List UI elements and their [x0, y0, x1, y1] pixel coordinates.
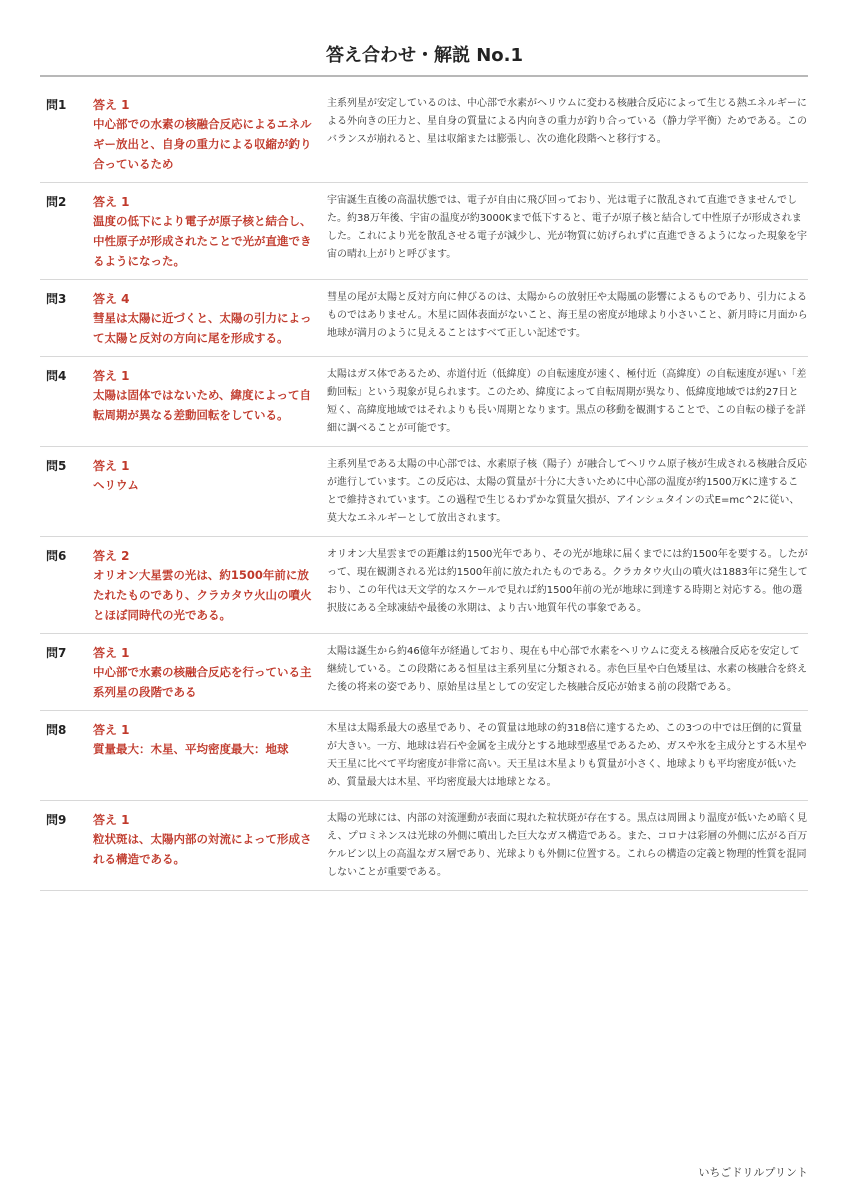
explanation-text: 主系列星である太陽の中心部では、水素原子核（陽子）が融合してヘリウム原子核が生成される核融合反応が進行しています。この反応は、太陽の質量が十分に大きいために中心部の温度が約1500万Kに達することで維持されています。この過程で生じるわずかな質量欠損が、アインシュタインの式E=mc^2に従い、莫大なエネルギーとして放出されます。 [327, 459, 807, 524]
footer-brand: いちごドリルプリント [698, 1166, 808, 1179]
answer-text: 粒状斑は、太陽内部の対流によって形成される構造である。 [93, 832, 312, 866]
explanation-text: 木星は太陽系最大の惑星であり、その質量は地球の約318倍に達するため、この3つの中では圧倒的に質量が大きい。一方、地球は岩石や金属を主成分とする地球型惑星であるため、ガスや氷を主成分とする木星や天王星に比べて平均密度が非常に高い。天王星は木星よりも質量が小さく、地球よりも平均密度が低いため、質量最大は木星、平均密度最大は地球となる。 [327, 723, 807, 788]
explanation-text: 太陽は誕生から約46億年が経過しており、現在も中心部で水素をヘリウムに変える核融合反応を安定して継続している。この段階にある恒星は主系列星に分類される。赤色巨星や白色矮星は、水素の核融合を終えた後の将来の姿であり、原始星は星としての安定した核融合反応が始まる前の段階である。 [327, 646, 807, 693]
question-number: 問8 [46, 723, 67, 737]
question-number: 問2 [46, 195, 67, 209]
answer-column [93, 545, 325, 625]
answer-text: 中心部での水素の核融合反応によるエネルギー放出と、自身の重力による収縮が釣り合っているため [93, 117, 312, 171]
answer-label: 答え 1 [93, 98, 130, 112]
answer-text: オリオン大星雲の光は、約1500年前に放たれたものであり、クラカタウ火山の噴火とほぼ同時代の光である。 [93, 568, 312, 622]
answer-label: 答え 1 [93, 813, 130, 827]
answer-row [40, 280, 808, 357]
answer-row [40, 357, 808, 447]
answer-column [93, 642, 325, 702]
explanation-text: オリオン大星雲までの距離は約1500光年であり、その光が地球に届くまでには約1500年を要する。したがって、現在観測される光は約1500年前に放たれたものである。クラカタウ火山の噴火は1883年に発生しており、この年代は天文学的なスケールで見れば約1500年前の光が地球に到達する時期と対応する。他の選択肢にある全球凍結や最後の氷期は、より古い地質年代の事象である。 [327, 549, 808, 614]
explanation-text: 宇宙誕生直後の高温状態では、電子が自由に飛び回っており、光は電子に散乱されて直進できませんでした。約38万年後、宇宙の温度が約3000Kまで低下すると、電子が原子核と結合して中性原子が形成されました。これにより光を散乱させる電子が減少し、光が物質に妨げられずに直進できるようになった現象を宇宙の晴れ上がりと呼びます。 [327, 195, 807, 260]
explanation-text: 太陽はガス体であるため、赤道付近（低緯度）の自転速度が速く、極付近（高緯度）の自転速度が遅い「差動回転」という現象が見られます。このため、緯度によって自転周期が異なり、低緯度地域では約27日と短く、高緯度地域ではそれよりも長い周期となります。黒点の移動を観測することで、この自転の様子を詳細に調べることが可能です。 [327, 369, 807, 434]
answer-row [40, 801, 808, 891]
page-title: 答え合わせ・解説 No.1 [325, 45, 524, 66]
answer-column [93, 809, 325, 882]
answer-label: 答え 1 [93, 369, 130, 383]
answer-column [93, 455, 325, 528]
answer-label: 答え 1 [93, 195, 130, 209]
answer-list [40, 86, 808, 891]
answer-label: 答え 2 [93, 549, 130, 563]
answer-label: 答え 1 [93, 459, 130, 473]
answer-text: 中心部で水素の核融合反応を行っている主系列星の段階である [93, 665, 312, 699]
answer-label: 答え 1 [93, 646, 130, 660]
explanation-text: 太陽の光球には、内部の対流運動が表面に現れた粒状斑が存在する。黒点は周囲より温度が低いため暗く見え、プロミネンスは光球の外側に噴出した巨大なガス構造である。また、コロナは彩層の外側に広がる百万ケルビン以上の高温なガス層であり、光球よりも外側に位置する。これらの構造の定義と物理的性質を混同しないことが重要である。 [327, 813, 808, 878]
answer-row [40, 634, 808, 711]
answer-row [40, 537, 808, 634]
explanation-text: 彗星の尾が太陽と反対方向に伸びるのは、太陽からの放射圧や太陽風の影響によるものであり、引力によるものではありません。木星に固体表面がないこと、海王星の密度が地球より小さいこと、新月時に月面から地球が満月のように見えることはすべて正しい記述です。 [327, 292, 808, 339]
question-number: 問7 [46, 646, 67, 660]
answer-text: 彗星は太陽に近づくと、太陽の引力によって太陽と反対の方向に尾を形成する。 [93, 311, 312, 345]
answer-row [40, 447, 808, 537]
question-number: 問3 [46, 292, 67, 306]
answer-text: 質量最大：木星、平均密度最大：地球 [93, 742, 289, 756]
question-number: 問4 [46, 369, 67, 383]
answer-column [93, 94, 325, 174]
answer-row [40, 183, 808, 280]
question-number: 問9 [46, 813, 67, 827]
answer-label: 答え 4 [93, 292, 130, 306]
answer-text: ヘリウム [93, 478, 139, 492]
answer-column [93, 288, 325, 348]
title-divider [40, 75, 808, 77]
answer-column [93, 191, 325, 271]
answer-label: 答え 1 [93, 723, 130, 737]
question-number: 問1 [46, 98, 67, 112]
answer-text: 温度の低下により電子が原子核と結合し、中性原子が形成されたことで光が直進できるようになった。 [93, 214, 312, 268]
explanation-text: 主系列星が安定しているのは、中心部で水素がヘリウムに変わる核融合反応によって生じる熱エネルギーによる外向きの圧力と、星自身の質量による内向きの重力が釣り合っている（静力学平衡）ためである。このバランスが崩れると、星は収縮または膨張し、次の進化段階へと移行する。 [327, 98, 807, 145]
answer-row [40, 711, 808, 801]
answer-column [93, 719, 325, 792]
answer-row [40, 86, 808, 183]
question-number: 問5 [46, 459, 67, 473]
answer-text: 太陽は固体ではないため、緯度によって自転周期が異なる差動回転をしている。 [93, 388, 312, 422]
answer-column [93, 365, 325, 438]
question-number: 問6 [46, 549, 67, 563]
